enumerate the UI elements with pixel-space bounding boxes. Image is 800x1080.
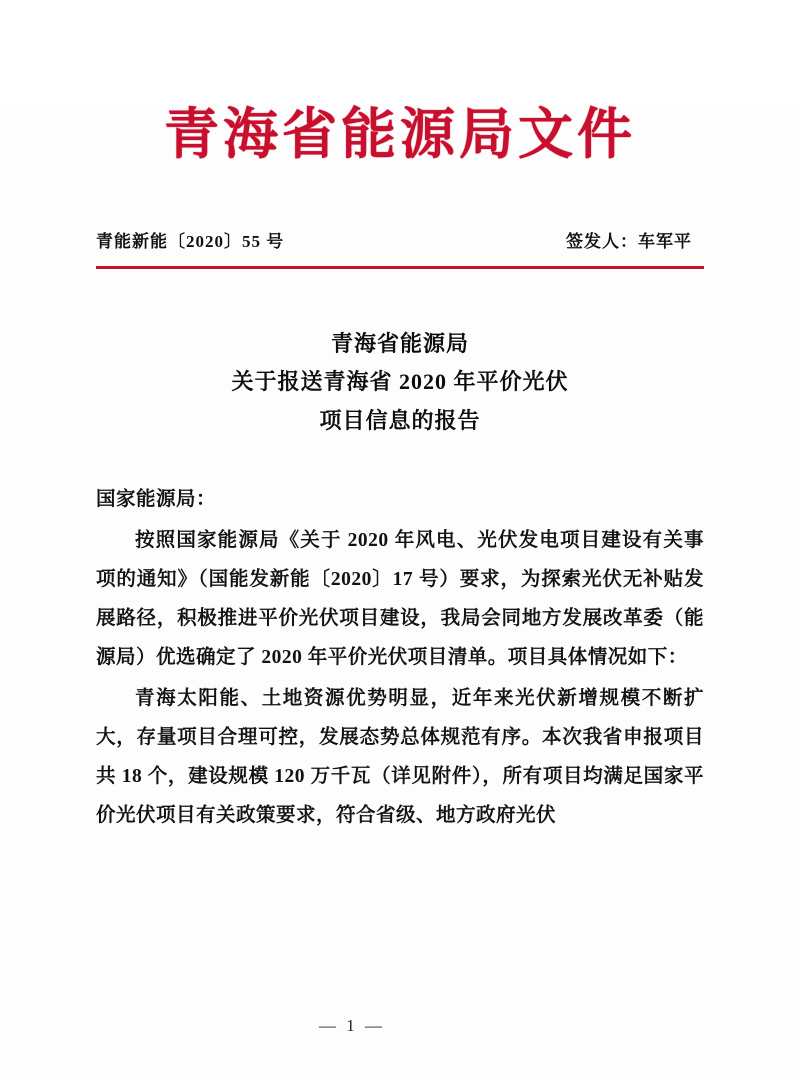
salutation: 国家能源局：: [96, 489, 217, 510]
body-paragraph-2: 青海太阳能、土地资源优势明显，近年来光伏新增规模不断扩大，存量项目合理可控，发展态势总体规范有序。本次我省申报项目共 18 个，建设规模 120 万千瓦（详见附件），所有项目均满足国家平价光伏项目有关政策要求，符合省级、地方政府光伏: [96, 688, 704, 826]
document-page: [0, 101, 800, 1080]
title-line-3: 项目信息的报告: [319, 407, 481, 433]
red-divider-rule: [96, 266, 704, 269]
document-number: 青能新能〔2020〕55 号: [96, 231, 285, 251]
page-number: — 1 —: [319, 1016, 385, 1035]
title-line-2: 关于报送青海省 2020 年平价光伏: [231, 369, 569, 394]
signer-label: 签发人：: [566, 231, 638, 251]
document-masthead: 青海省能源局文件: [163, 101, 636, 166]
title-line-1: 青海省能源局: [330, 330, 469, 356]
document-body: [96, 480, 704, 835]
document-title: [96, 325, 704, 441]
body-paragraph-1: 按照国家能源局《关于 2020 年风电、光伏发电项目建设有关事项的通知》（国能发新能〔2020〕17 号）要求，为探索光伏无补贴发展路径，积极推进平价光伏项目建设，我局会同地方发展改革委（能源局）优选确定了 2020 年平价光伏项目清单。项目具体情况如下：: [96, 530, 704, 668]
document-meta-row: [96, 227, 704, 252]
signer-block: [566, 227, 704, 252]
signer-name: 车军平: [638, 231, 692, 251]
